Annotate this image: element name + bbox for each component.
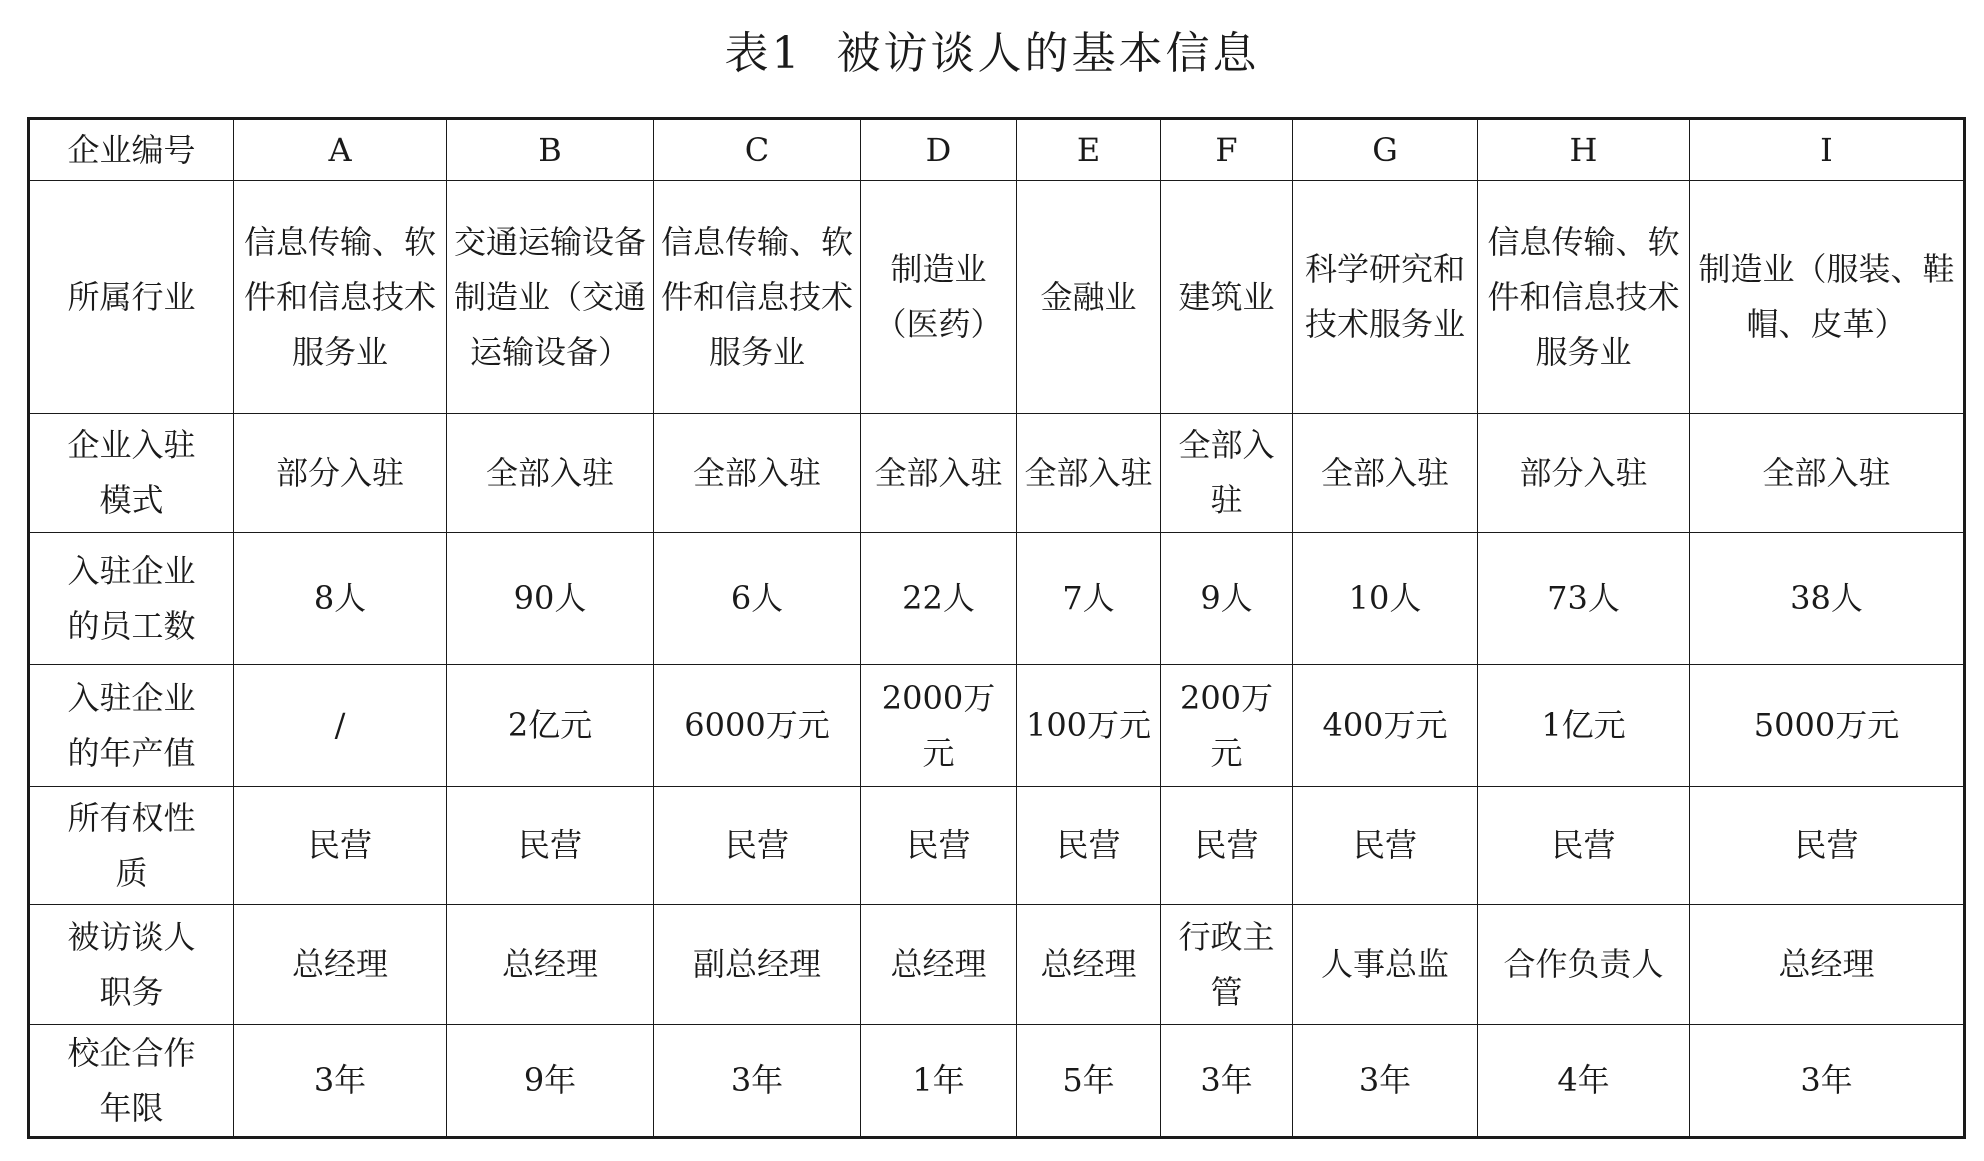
cooperation-years-cell: 3年 (1293, 1025, 1478, 1138)
employee-count-cell: 38人 (1690, 533, 1965, 665)
position-row (29, 905, 1965, 1025)
annual-output-cell: 5000万元 (1690, 665, 1965, 787)
ownership-cell: 民营 (234, 787, 447, 905)
employee-count-cell: 6人 (654, 533, 861, 665)
position-cell: 总经理 (234, 905, 447, 1025)
ownership-cell: 民营 (1017, 787, 1161, 905)
employee-count-cell: 22人 (861, 533, 1017, 665)
industry-cell: 金融业 (1017, 181, 1161, 414)
industry-cell: 交通运输设备制造业（交通运输设备） (447, 181, 654, 414)
row-label: 所属行业 (29, 181, 234, 414)
position-cell: 人事总监 (1293, 905, 1478, 1025)
industry-cell: 信息传输、软件和信息技术服务业 (234, 181, 447, 414)
cooperation-years-cell: 3年 (234, 1025, 447, 1138)
cooperation-years-cell: 5年 (1017, 1025, 1161, 1138)
settlement-mode-cell: 全部入驻 (447, 414, 654, 533)
ownership-cell: 民营 (1161, 787, 1293, 905)
header-label: 企业编号 (29, 119, 234, 181)
industry-cell: 建筑业 (1161, 181, 1293, 414)
settlement-mode-cell: 全部入驻 (1017, 414, 1161, 533)
settlement-mode-cell: 部分入驻 (234, 414, 447, 533)
company-id-e: E (1017, 119, 1161, 181)
settlement-mode-cell: 全部入驻 (1161, 414, 1293, 533)
ownership-row (29, 787, 1965, 905)
cooperation-years-cell: 3年 (654, 1025, 861, 1138)
settlement-mode-row (29, 414, 1965, 533)
row-label: 入驻企业的员工数 (29, 533, 234, 665)
industry-cell: 制造业（医药） (861, 181, 1017, 414)
company-id-c: C (654, 119, 861, 181)
industry-cell: 信息传输、软件和信息技术服务业 (654, 181, 861, 414)
employee-count-cell: 10人 (1293, 533, 1478, 665)
ownership-cell: 民营 (447, 787, 654, 905)
table-number: 表1 (724, 28, 803, 79)
cooperation-years-cell: 3年 (1161, 1025, 1293, 1138)
ownership-cell: 民营 (861, 787, 1017, 905)
position-cell: 行政主管 (1161, 905, 1293, 1025)
ownership-cell: 民营 (1690, 787, 1965, 905)
annual-output-cell: / (234, 665, 447, 787)
industry-cell: 信息传输、软件和信息技术服务业 (1478, 181, 1690, 414)
annual-output-cell: 100万元 (1017, 665, 1161, 787)
header-row (29, 119, 1965, 181)
annual-output-cell: 6000万元 (654, 665, 861, 787)
settlement-mode-cell: 全部入驻 (861, 414, 1017, 533)
table-caption (0, 22, 1984, 86)
employee-count-cell: 73人 (1478, 533, 1690, 665)
annual-output-cell: 2000万元 (861, 665, 1017, 787)
settlement-mode-cell: 全部入驻 (1293, 414, 1478, 533)
row-label: 所有权性质 (29, 787, 234, 905)
company-id-g: G (1293, 119, 1478, 181)
company-id-d: D (861, 119, 1017, 181)
ownership-cell: 民营 (1293, 787, 1478, 905)
employee-count-cell: 90人 (447, 533, 654, 665)
company-id-a: A (234, 119, 447, 181)
company-id-b: B (447, 119, 654, 181)
cooperation-years-row (29, 1025, 1965, 1138)
cooperation-years-cell: 3年 (1690, 1025, 1965, 1138)
table-title: 被访谈人的基本信息 (836, 28, 1260, 79)
company-id-f: F (1161, 119, 1293, 181)
annual-output-row (29, 665, 1965, 787)
ownership-cell: 民营 (1478, 787, 1690, 905)
company-id-h: H (1478, 119, 1690, 181)
cooperation-years-cell: 1年 (861, 1025, 1017, 1138)
position-cell: 总经理 (861, 905, 1017, 1025)
position-cell: 合作负责人 (1478, 905, 1690, 1025)
industry-cell: 制造业（服装、鞋帽、皮革） (1690, 181, 1965, 414)
row-label: 企业入驻模式 (29, 414, 234, 533)
position-cell: 总经理 (1690, 905, 1965, 1025)
position-cell: 总经理 (1017, 905, 1161, 1025)
row-label: 被访谈人职务 (29, 905, 234, 1025)
ownership-cell: 民营 (654, 787, 861, 905)
settlement-mode-cell: 全部入驻 (654, 414, 861, 533)
annual-output-cell: 400万元 (1293, 665, 1478, 787)
annual-output-cell: 2亿元 (447, 665, 654, 787)
settlement-mode-cell: 部分入驻 (1478, 414, 1690, 533)
employee-count-cell: 8人 (234, 533, 447, 665)
industry-cell: 科学研究和技术服务业 (1293, 181, 1478, 414)
interviewee-info-table (27, 117, 1966, 1139)
position-cell: 副总经理 (654, 905, 861, 1025)
employee-count-row (29, 533, 1965, 665)
settlement-mode-cell: 全部入驻 (1690, 414, 1965, 533)
row-label: 校企合作年限 (29, 1025, 234, 1138)
employee-count-cell: 9人 (1161, 533, 1293, 665)
annual-output-cell: 1亿元 (1478, 665, 1690, 787)
annual-output-cell: 200万元 (1161, 665, 1293, 787)
industry-row (29, 181, 1965, 414)
employee-count-cell: 7人 (1017, 533, 1161, 665)
row-label: 入驻企业的年产值 (29, 665, 234, 787)
position-cell: 总经理 (447, 905, 654, 1025)
company-id-i: I (1690, 119, 1965, 181)
cooperation-years-cell: 9年 (447, 1025, 654, 1138)
cooperation-years-cell: 4年 (1478, 1025, 1690, 1138)
